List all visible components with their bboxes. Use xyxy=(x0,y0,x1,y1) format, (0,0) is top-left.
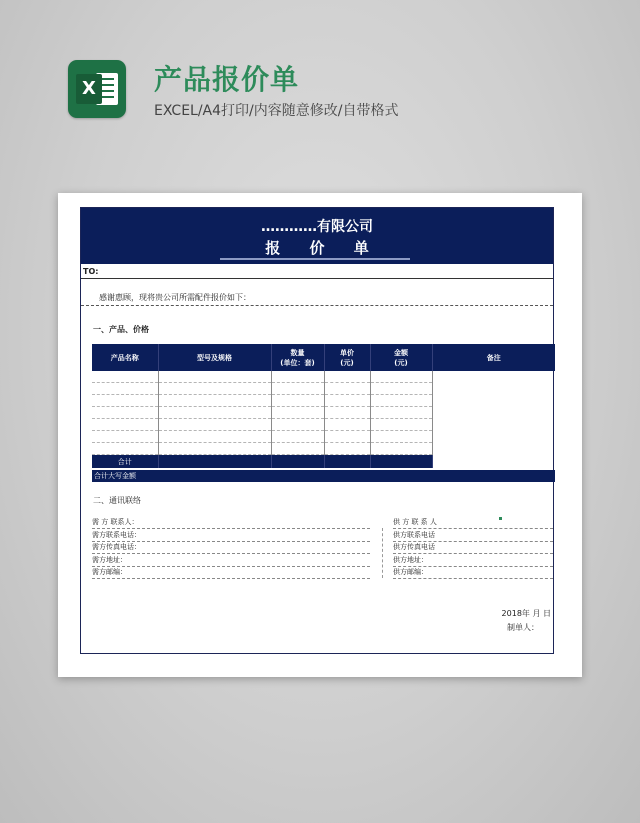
table-cell[interactable] xyxy=(271,407,324,419)
table-row xyxy=(92,371,555,383)
table-cell[interactable] xyxy=(158,407,271,419)
col-quantity: 数量 (单位：套) xyxy=(271,344,324,371)
table-cell[interactable] xyxy=(324,395,370,407)
supplier-contact-field[interactable]: 供方地址： xyxy=(393,555,553,567)
table-header-row xyxy=(92,344,555,371)
document-preview xyxy=(58,193,582,677)
section-product-price: 一、产品、价格 xyxy=(93,325,149,334)
excel-icon xyxy=(68,60,126,118)
form-banner xyxy=(81,208,553,264)
page-title: 产品报价单 xyxy=(154,63,300,96)
table-cell[interactable] xyxy=(92,431,158,443)
green-mark xyxy=(499,517,502,520)
table-cell[interactable] xyxy=(92,407,158,419)
quote-table xyxy=(92,344,555,468)
table-cell[interactable] xyxy=(92,371,158,383)
table-cell[interactable] xyxy=(370,443,432,455)
table-cell[interactable] xyxy=(92,395,158,407)
table-cell[interactable] xyxy=(271,443,324,455)
table-cell[interactable] xyxy=(370,419,432,431)
table-cell[interactable] xyxy=(271,395,324,407)
table-cell[interactable] xyxy=(370,407,432,419)
contact-column-divider xyxy=(382,528,383,578)
greeting-text: 感谢惠顾，现将贵公司所需配件报价如下： xyxy=(99,293,251,302)
table-cell[interactable] xyxy=(324,407,370,419)
date-field: 2018年 月 日 xyxy=(501,609,551,618)
col-product-name: 产品名称 xyxy=(92,344,158,371)
total-cell xyxy=(271,455,324,469)
col-unit-price: 单价 (元) xyxy=(324,344,370,371)
grand-total-label: 合计大写金额 xyxy=(94,472,136,480)
document-title: 报 价 单 xyxy=(265,239,381,257)
col-amount: 金额 (元) xyxy=(370,344,432,371)
table-cell[interactable] xyxy=(324,383,370,395)
to-label: TO: xyxy=(83,267,99,276)
table-cell[interactable] xyxy=(271,371,324,383)
table-cell[interactable] xyxy=(158,419,271,431)
col-model-spec: 型号及规格 xyxy=(158,344,271,371)
table-cell[interactable] xyxy=(92,443,158,455)
table-cell[interactable] xyxy=(271,431,324,443)
table-cell[interactable] xyxy=(158,383,271,395)
page-subtitle: EXCEL/A4打印/内容随意修改/自带格式 xyxy=(154,103,399,119)
title-underline xyxy=(220,258,410,260)
table-cell[interactable] xyxy=(370,383,432,395)
col-remark: 备注 xyxy=(432,344,555,371)
maker-field: 制单人： xyxy=(507,623,539,632)
table-cell[interactable] xyxy=(271,419,324,431)
table-cell[interactable] xyxy=(370,395,432,407)
table-cell[interactable] xyxy=(158,443,271,455)
buyer-contact-field[interactable]: 需方传真电话： xyxy=(92,542,370,554)
section-contact: 二、通讯联络 xyxy=(93,496,141,505)
divider xyxy=(81,278,553,279)
table-cell[interactable] xyxy=(324,431,370,443)
table-cell[interactable] xyxy=(271,383,324,395)
excel-x-letter: X xyxy=(76,74,102,104)
table-cell[interactable] xyxy=(324,443,370,455)
table-cell[interactable] xyxy=(370,431,432,443)
total-cell xyxy=(158,455,271,469)
table-cell[interactable] xyxy=(92,419,158,431)
supplier-contact-field[interactable]: 供 方 联 系 人 xyxy=(393,517,553,529)
buyer-contact-field[interactable]: 需方联系电话： xyxy=(92,530,370,542)
quote-form xyxy=(80,207,554,654)
supplier-contact-field[interactable]: 供方联系电话 xyxy=(393,530,553,542)
company-name: …………有限公司 xyxy=(261,219,373,235)
supplier-contact-field[interactable]: 供方邮编： xyxy=(393,567,553,579)
buyer-contact-field[interactable]: 需方地址： xyxy=(92,555,370,567)
table-cell[interactable] xyxy=(158,371,271,383)
table-cell[interactable] xyxy=(324,419,370,431)
table-cell[interactable] xyxy=(92,383,158,395)
table-cell[interactable] xyxy=(158,395,271,407)
buyer-contact-field[interactable]: 需方邮编： xyxy=(92,567,370,579)
buyer-contact-field[interactable]: 需 方 联系人： xyxy=(92,517,370,529)
table-cell[interactable] xyxy=(158,431,271,443)
divider-dashed xyxy=(81,305,553,306)
table-cell[interactable] xyxy=(370,371,432,383)
total-cell xyxy=(324,455,370,469)
grand-total-row xyxy=(92,470,555,482)
supplier-contact-field[interactable]: 供方传真电话 xyxy=(393,542,553,554)
page-header xyxy=(68,58,568,122)
total-cell xyxy=(370,455,432,469)
remark-cell[interactable] xyxy=(432,371,555,468)
table-cell[interactable] xyxy=(324,371,370,383)
total-label: 合计 xyxy=(92,455,158,469)
